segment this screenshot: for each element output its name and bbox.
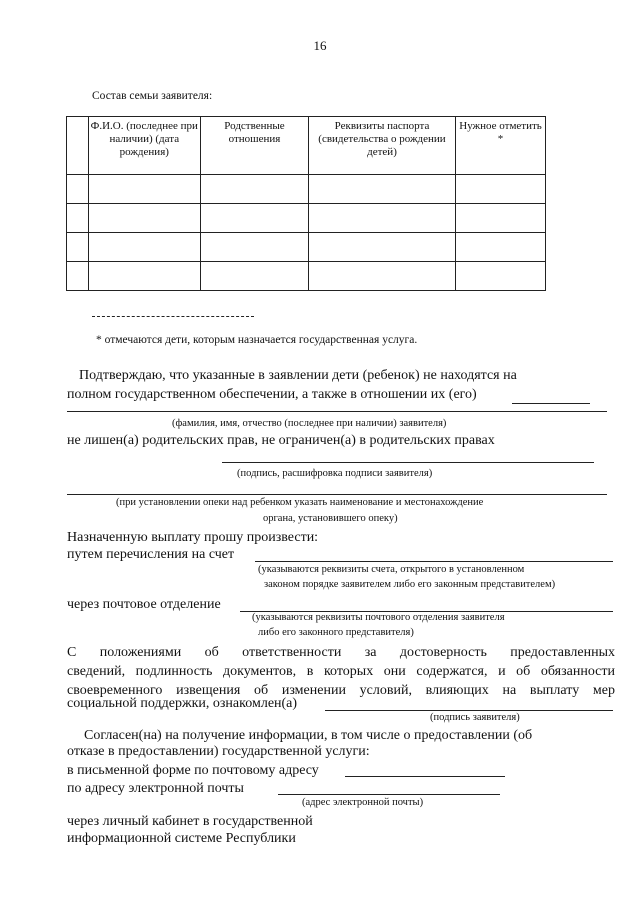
table-header-cell: Реквизиты паспорта (свидетельства о рождении детей)	[308, 117, 455, 175]
guardianship-body-field[interactable]	[67, 494, 607, 495]
table-cell[interactable]	[308, 204, 455, 233]
confirm-line-2: полном государственном обеспечении, а также в отношении их (его)	[67, 387, 477, 402]
table-header-cell: Нужное отметить *	[456, 117, 546, 175]
table-cell[interactable]	[456, 233, 546, 262]
table-header-row	[67, 117, 546, 175]
page-number: 16	[313, 38, 327, 53]
footnote: * отмечаются дети, которым назначается государственная услуга.	[96, 334, 418, 346]
guardian-name-field[interactable]	[67, 411, 607, 412]
table-header-cell: Родственные отношения	[201, 117, 309, 175]
consent-line-4: по адресу электронной почты	[67, 781, 244, 796]
table-row	[67, 204, 546, 233]
table-cell[interactable]	[201, 175, 309, 204]
table-cell[interactable]	[67, 175, 89, 204]
table-cell[interactable]	[67, 233, 89, 262]
caption-guardian-name: (фамилия, имя, отчество (последнее при наличии) заявителя)	[172, 418, 447, 429]
responsibility-line-2: сведений, подлинность документов, в которых они содержатся, и об обязанности	[67, 664, 615, 679]
caption-guardianship-b: органа, установившего опеку)	[263, 513, 398, 524]
caption-signature: (подпись, расшифровка подписи заявителя)	[237, 468, 433, 479]
postal-address-field[interactable]	[345, 776, 505, 777]
confirm-line-1: Подтверждаю, что указанные в заявлении дети (ребенок) не находятся на	[79, 368, 517, 383]
table-cell[interactable]	[456, 204, 546, 233]
table-cell[interactable]	[308, 233, 455, 262]
table-cell[interactable]	[456, 262, 546, 291]
table-cell[interactable]	[67, 262, 89, 291]
consent-line-3: в письменной форме по почтовому адресу	[67, 763, 319, 778]
account-label: путем перечисления на счет	[67, 547, 235, 562]
table-cell[interactable]	[67, 204, 89, 233]
table-cell[interactable]	[88, 204, 201, 233]
table-header-cell	[67, 117, 89, 175]
caption-account-a: (указываются реквизиты счета, открытого в установленном	[258, 564, 525, 575]
responsibility-line-1: С положениями об ответственности за достоверность предоставленных	[67, 645, 615, 660]
table-cell[interactable]	[201, 204, 309, 233]
account-field[interactable]	[255, 561, 613, 562]
acknowledgement-signature-field[interactable]	[325, 710, 613, 711]
table-row	[67, 233, 546, 262]
email-field[interactable]	[278, 794, 500, 795]
consent-line-6: информационной системе Республики	[67, 831, 296, 846]
responsibility-line-4: социальной поддержки, ознакомлен(а)	[67, 696, 298, 711]
family-composition-title: Состав семьи заявителя:	[92, 90, 213, 102]
table-header-cell: Ф.И.О. (последнее при наличии) (дата рождения)	[88, 117, 201, 175]
table-cell[interactable]	[201, 262, 309, 291]
table-cell[interactable]	[308, 175, 455, 204]
signature-field[interactable]	[222, 462, 594, 463]
consent-line-2: отказе в предоставлении) государственной услуги:	[67, 744, 370, 759]
table-row	[67, 175, 546, 204]
caption-email: (адрес электронной почты)	[302, 797, 424, 808]
guardian-name-field-end[interactable]	[512, 403, 590, 404]
table-cell[interactable]	[88, 262, 201, 291]
confirm-line-3: не лишен(а) родительских прав, не ограничен(а) в родительских правах	[67, 433, 495, 448]
consent-line-1: Согласен(на) на получение информации, в том числе о предоставлении (об	[84, 728, 533, 743]
table-row	[67, 262, 546, 291]
table-cell[interactable]	[88, 233, 201, 262]
consent-line-5: через личный кабинет в государственной	[67, 814, 313, 829]
caption-post-b: либо его законного представителя)	[258, 627, 414, 638]
table-cell[interactable]	[201, 233, 309, 262]
table-cell[interactable]	[308, 262, 455, 291]
family-table	[66, 116, 546, 291]
caption-guardianship-a: (при установлении опеки над ребенком указать наименование и местонахождение	[116, 497, 484, 508]
caption-account-b: законом порядке заявителем либо его законным представителем)	[264, 579, 556, 590]
table-cell[interactable]	[456, 175, 546, 204]
footnote-separator	[92, 316, 254, 317]
caption-applicant-signature: (подпись заявителя)	[430, 712, 520, 723]
caption-post-a: (указываются реквизиты почтового отделения заявителя	[252, 612, 505, 623]
post-label: через почтовое отделение	[67, 597, 221, 612]
payment-title: Назначенную выплату прошу произвести:	[67, 530, 319, 545]
responsibility-line-3: своевременного извещения об изменении условий, влияющих на выплату мер	[67, 683, 615, 698]
table-cell[interactable]	[88, 175, 201, 204]
